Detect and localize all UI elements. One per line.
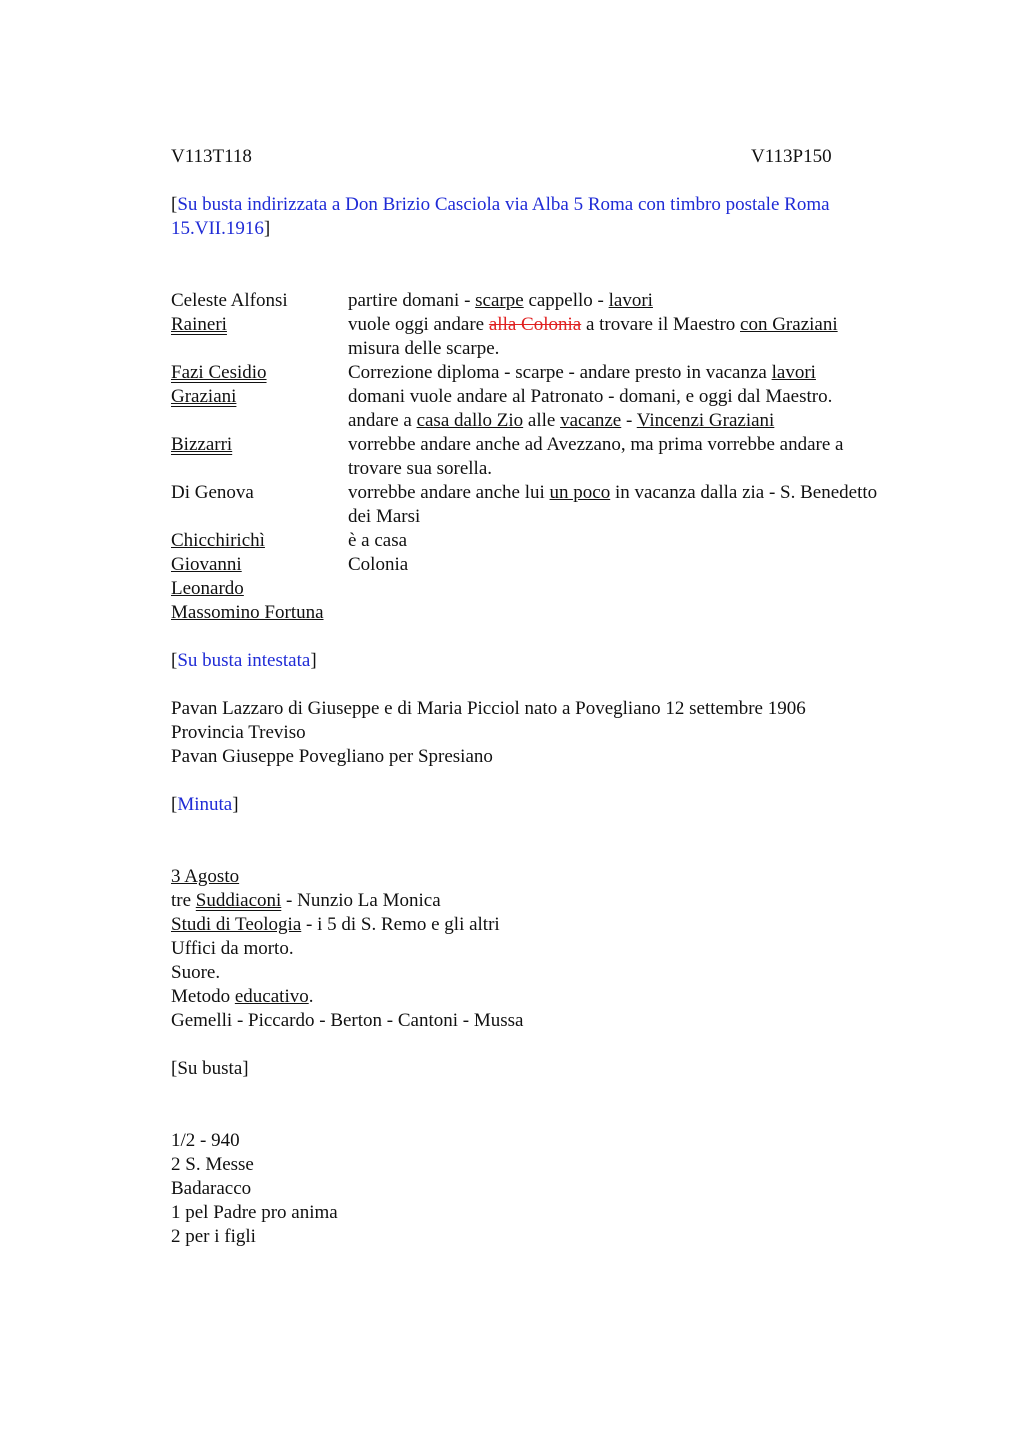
row-desc: vorrebbe andare anche lui un poco in vacanza dalla zia - S. Benedetto dei Marsi bbox=[348, 482, 878, 527]
table-row bbox=[171, 313, 931, 361]
envelope-block: 1/2 - 940 2 S. Messe Badaracco 1 pel Padre pro anima 2 per i figli bbox=[171, 1130, 338, 1247]
row-name: Celeste Alfonsi bbox=[171, 290, 288, 311]
envelope-note-text-2: 15.VII.1916 bbox=[171, 218, 264, 239]
row-desc: vorrebbe andare anche ad Avezzano, ma prima vorrebbe andare a trovare sua sorella. bbox=[348, 434, 844, 479]
row-desc: domani vuole andare al Patronato - domani, e oggi dal Maestro. andare a casa dallo Zio alle vacanze - Vincenzi Graziani bbox=[348, 386, 833, 431]
row-desc: è a casa bbox=[348, 530, 408, 551]
row-desc: partire domani - scarpe cappello - lavori bbox=[348, 290, 653, 311]
row-desc: vuole oggi andare alla Colonia a trovare il Maestro con Graziani misura delle scarpe. bbox=[348, 314, 838, 359]
left-code: V113T118 bbox=[171, 146, 252, 167]
table-row bbox=[171, 361, 931, 385]
row-desc: Colonia bbox=[348, 554, 409, 575]
right-code: V113P150 bbox=[751, 146, 832, 167]
draft-date: 3 Agosto bbox=[171, 866, 240, 887]
envelope-note: [Su busta indirizzata a Don Brizio Casciola via Alba 5 Roma con timbro postale Roma 15.VII.1916] bbox=[171, 194, 830, 239]
table-row bbox=[171, 385, 931, 433]
header-row bbox=[171, 145, 931, 169]
names-table bbox=[171, 289, 931, 625]
letterhead-note-text: Su busta intestata bbox=[177, 650, 311, 671]
pavan-block: Pavan Lazzaro di Giuseppe e di Maria Picciol nato a Povegliano 12 settembre 1906 Provincia Treviso Pavan Giuseppe Povegliano per Spresiano bbox=[171, 698, 806, 767]
row-name: Chicchirichì bbox=[171, 530, 265, 551]
row-name: Giovanni bbox=[171, 554, 242, 575]
draft-note-text: Minuta bbox=[177, 794, 233, 815]
draft-block: 3 Agosto tre Suddiaconi - Nunzio La Monica Studi di Teologia - i 5 di S. Remo e gli altri Uffici da morto. Suore. Metodo educativo. Gemelli - Piccardo - Berton - Cantoni - Mussa bbox=[171, 866, 524, 1031]
struck-text: alla Colonia bbox=[488, 314, 582, 335]
row-name: Graziani bbox=[171, 386, 237, 407]
draft-note: [Minuta] bbox=[171, 794, 239, 815]
row-name: Raineri bbox=[171, 314, 227, 335]
envelope-note-2: [Su busta] bbox=[171, 1058, 249, 1079]
table-row bbox=[171, 481, 931, 529]
table-row bbox=[171, 529, 931, 553]
table-row bbox=[171, 577, 931, 601]
table-row bbox=[171, 433, 931, 481]
table-row bbox=[171, 601, 931, 625]
row-name: Di Genova bbox=[171, 482, 254, 503]
table-row bbox=[171, 553, 931, 577]
document-page bbox=[171, 145, 931, 1249]
letterhead-note: [Su busta intestata] bbox=[171, 650, 317, 671]
row-name: Fazi Cesidio bbox=[171, 362, 267, 383]
table-row bbox=[171, 289, 931, 313]
row-name: Bizzarri bbox=[171, 434, 233, 455]
row-name: Massomino Fortuna bbox=[171, 602, 324, 623]
row-desc: Correzione diploma - scarpe - andare presto in vacanza lavori bbox=[348, 362, 816, 383]
row-name: Leonardo bbox=[171, 578, 244, 599]
envelope-note-text-1: Su busta indirizzata a Don Brizio Casciola via Alba 5 Roma con timbro postale Roma bbox=[177, 194, 830, 215]
